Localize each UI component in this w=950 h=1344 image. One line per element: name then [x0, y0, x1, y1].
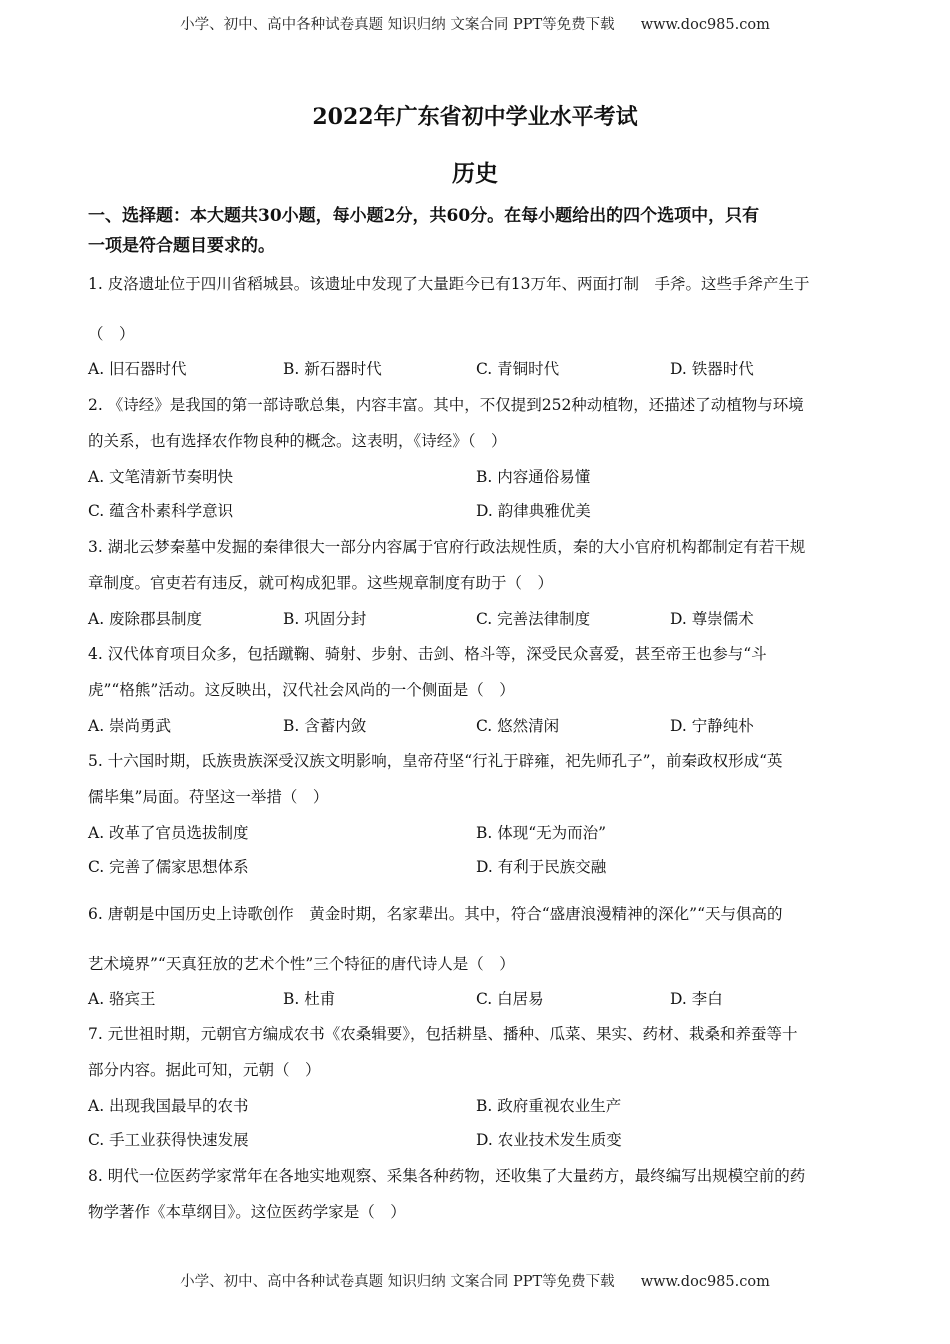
question-7-option-a: A. 出现我国最早的农书 [88, 1097, 249, 1115]
question-2-line2: 的关系，也有选择农作物良种的概念。这表明，《诗经》（ ） [88, 432, 507, 450]
question-5-line1: 5. 十六国时期，氐族贵族深受汉族文明影响，皇帝苻坚“行礼于辟雍，祀先师孔子”，前秦政权形成“英 [88, 752, 783, 770]
question-6-line1: 6. 唐朝是中国历史上诗歌创作 黄金时期，名家辈出。其中，符合“盛唐浪漫精神的深化”“天与俱高的 [88, 905, 783, 923]
question-7-option-d: D. 农业技术发生质变 [476, 1131, 622, 1149]
question-4-line1: 4. 汉代体育项目众多，包括蹴鞠、骑射、步射、击剑、格斗等，深受民众喜爱，甚至帝王也参与“斗 [88, 645, 767, 663]
question-1-option-b: B. 新石器时代 [283, 360, 382, 378]
question-3-option-b: B. 巩固分封 [283, 610, 367, 628]
question-4-option-c: C. 悠然清闲 [476, 717, 560, 735]
question-3-line2: 章制度。官吏若有违反，就可构成犯罪。这些规章制度有助于（ ） [88, 574, 554, 592]
question-6-option-a: A. 骆宾王 [88, 990, 156, 1008]
question-5-option-b: B. 体现“无为而治” [476, 824, 607, 842]
question-3-line1: 3. 湖北云梦秦墓中发掘的秦律很大一部分内容属于官府行政法规性质，秦的大小官府机构都制定有若干规 [88, 538, 806, 556]
section-heading-line2: 一项是符合题目要求的。 [88, 236, 275, 256]
footer-site[interactable]: www.doc985.com [640, 1274, 770, 1290]
question-5-line2: 儒毕集”局面。苻坚这一举措（ ） [88, 788, 329, 806]
question-6-option-d: D. 李白 [670, 990, 723, 1008]
page-footer [0, 1270, 950, 1291]
question-7-option-c: C. 手工业获得快速发展 [88, 1131, 249, 1149]
question-1-option-a: A. 旧石器时代 [88, 360, 187, 378]
question-2-option-b: B. 内容通俗易懂 [476, 468, 591, 486]
header-site[interactable]: www.doc985.com [640, 17, 770, 33]
question-7-option-b: B. 政府重视农业生产 [476, 1097, 622, 1115]
question-6-option-b: B. 杜甫 [283, 990, 336, 1008]
question-4-option-b: B. 含蓄内敛 [283, 717, 367, 735]
question-5-option-d: D. 有利于民族交融 [476, 858, 607, 876]
question-1-line2: （ ） [88, 325, 135, 343]
question-1-option-d: D. 铁器时代 [670, 360, 754, 378]
question-4-option-a: A. 崇尚勇武 [88, 717, 172, 735]
question-2-line1: 2. 《诗经》是我国的第一部诗歌总集，内容丰富。其中，不仅提到252种动植物，还描述了动植物与环境 [88, 396, 804, 414]
footer-text: 小学、初中、高中各种试卷真题 知识归纳 文案合同 PPT等免费下载 [180, 1274, 615, 1290]
question-3-option-d: D. 尊崇儒术 [670, 610, 754, 628]
question-2-option-c: C. 蕴含朴素科学意识 [88, 502, 234, 520]
question-5-option-a: A. 改革了官员选拔制度 [88, 824, 249, 842]
question-7-line1: 7. 元世祖时期，元朝官方编成农书《农桑辑要》，包括耕垦、播种、瓜菜、果实、药材、栽桑和养蚕等十 [88, 1025, 798, 1043]
question-2-option-d: D. 韵律典雅优美 [476, 502, 591, 520]
question-1-option-c: C. 青铜时代 [476, 360, 560, 378]
question-4-line2: 虎”“格熊”活动。这反映出，汉代社会风尚的一个侧面是（ ） [88, 681, 515, 699]
question-5-option-c: C. 完善了儒家思想体系 [88, 858, 249, 876]
question-4-option-d: D. 宁静纯朴 [670, 717, 754, 735]
subject-title: 历史 [452, 160, 498, 187]
section-heading-line1: 一、选择题：本大题共30小题，每小题2分，共60分。在每小题给出的四个选项中，只有 [88, 206, 760, 226]
question-3-option-a: A. 废除郡县制度 [88, 610, 203, 628]
header-text: 小学、初中、高中各种试卷真题 知识归纳 文案合同 PPT等免费下载 [180, 17, 615, 33]
question-3-option-c: C. 完善法律制度 [476, 610, 591, 628]
question-6-option-c: C. 白居易 [476, 990, 544, 1008]
question-6-line2: 艺术境界”“天真狂放的艺术个性”三个特征的唐代诗人是（ ） [88, 955, 515, 973]
question-1-line1: 1. 皮洛遗址位于四川省稻城县。该遗址中发现了大量距今已有13万年、两面打制 手斧。这些手斧产生于 [88, 275, 810, 293]
exam-title: 2022年广东省初中学业水平考试 [312, 104, 638, 130]
question-2-option-a: A. 文笔清新节奏明快 [88, 468, 234, 486]
question-8-line1: 8. 明代一位医药学家常年在各地实地观察、采集各种药物，还收集了大量药方，最终编写出规模空前的药 [88, 1167, 806, 1185]
question-8-line2: 物学著作《本草纲目》。这位医药学家是（ ） [88, 1203, 406, 1221]
page-header [0, 13, 950, 34]
question-7-line2: 部分内容。据此可知，元朝（ ） [88, 1061, 321, 1079]
